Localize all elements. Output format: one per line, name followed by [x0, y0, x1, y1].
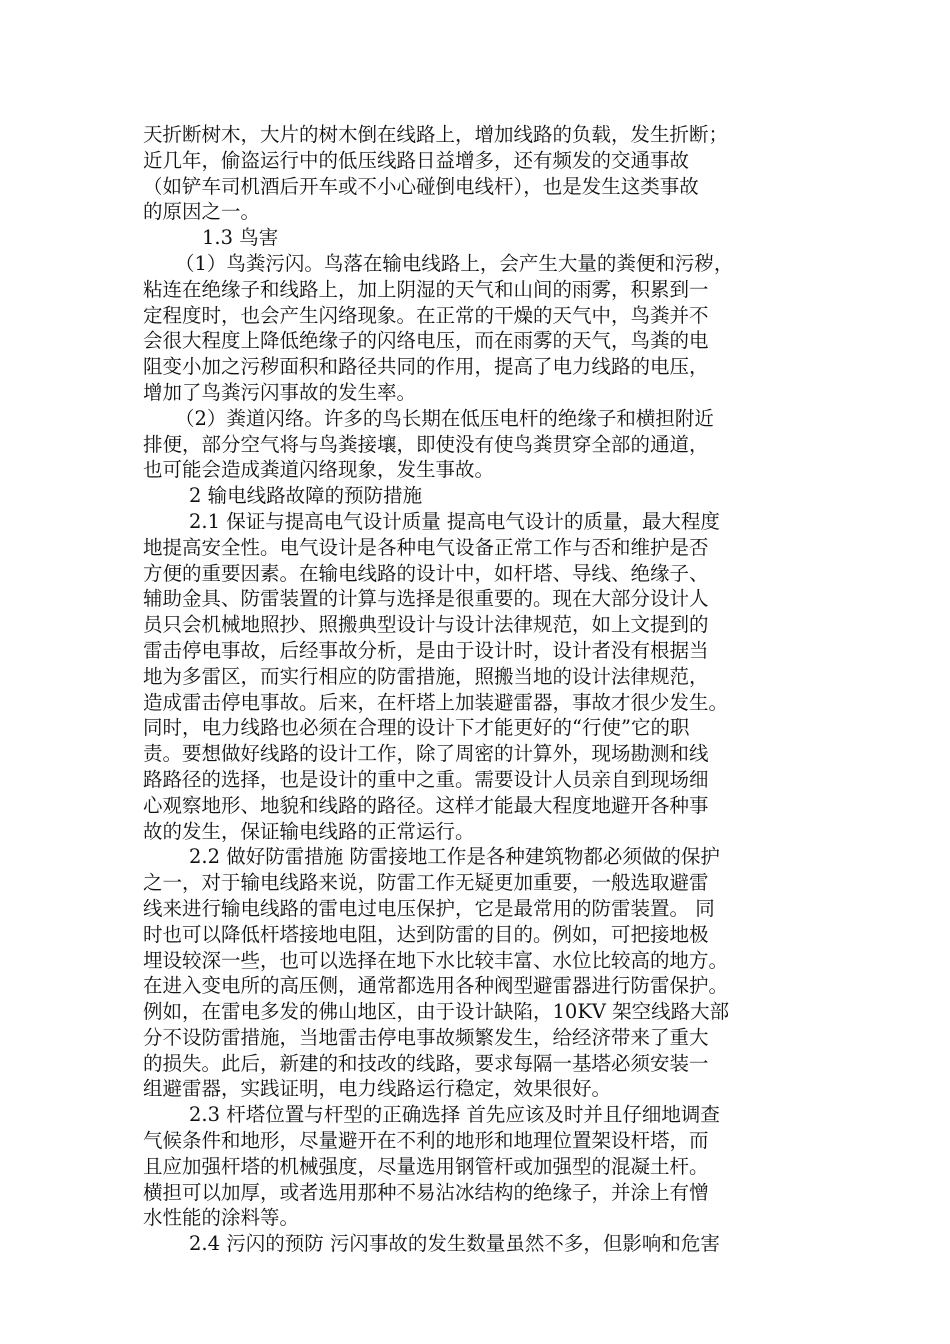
section-heading: 2 输电线路故障的预防措施	[189, 484, 423, 508]
paragraph-first-line: 2.4 污闪的预防 污闪事故的发生数量虽然不多，但影响和危害	[189, 1232, 720, 1256]
text-line: 地为多雷区，而实行相应的防雷措施，照搬当地的设计法律规范，	[143, 664, 709, 688]
text-line: 责。要想做好线路的设计工作，除了周密的计算外，现场勘测和线	[143, 742, 709, 766]
paragraph-first-line: （1）鸟粪污闪。鸟落在输电线路上，会产生大量的粪便和污秽，	[175, 251, 734, 275]
text-line: 的损失。此后，新建的和技改的线路，要求每隔一基塔必须安装一	[143, 1051, 709, 1075]
text-line: （如铲车司机酒后开车或不小心碰倒电线杆），也是发生这类事故	[143, 174, 699, 198]
text-line: 路路径的选择，也是设计的重中之重。需要设计人员亲自到现场细	[143, 767, 709, 791]
text-line: 阻变小加之污秽面积和路径共同的作用，提高了电力线路的电压，	[143, 355, 709, 379]
text-line: 且应加强杆塔的机械强度，尽量选用钢管杆或加强型的混凝土杆。	[143, 1154, 709, 1178]
text-line: 造成雷击停电事故。后来，在杆塔上加装避雷器，事故才很少发生。	[143, 690, 729, 714]
text-line: 方便的重要因素。在输电线路的设计中，如杆塔、导线、绝缘子、	[143, 561, 709, 585]
text-line: 线来进行输电线路的雷电过电压保护，它是最常用的防雷装置。 同	[143, 896, 715, 920]
text-line: 组避雷器，实践证明，电力线路运行稳定，效果很好。	[143, 1077, 612, 1101]
text-line: 增加了鸟粪污闪事故的发生率。	[143, 380, 417, 404]
text-line: 同时，电力线路也必须在合理的设计下才能更好的“行使”它的职	[143, 716, 690, 740]
text-line: 员只会机械地照抄、照搬典型设计与设计法律规范，如上文提到的	[143, 613, 709, 637]
text-line: 辅助金具、防雷装置的计算与选择是很重要的。现在大部分设计人	[143, 587, 709, 611]
document-page	[143, 122, 813, 1257]
text-line: 粘连在绝缘子和线路上，加上阴湿的天气和山间的雨雾，积累到一	[143, 277, 709, 301]
text-line: 排便，部分空气将与鸟粪接壤，即使没有使鸟粪贯穿全部的通道，	[143, 432, 709, 456]
text-line: 分不设防雷措施，当地雷击停电事故频繁发生，给经济带来了重大	[143, 1025, 709, 1049]
text-line: 之一，对于输电线路来说，防雷工作无疑更加重要，一般选取避雷	[143, 871, 709, 895]
text-line: 近几年，偷盗运行中的低压线路日益增多，还有频发的交通事故	[143, 148, 690, 172]
text-line: 在进入变电所的高压侧，通常都选用各种阀型避雷器进行防雷保护。	[143, 974, 729, 998]
text-line: 埋设较深一些，也可以选择在地下水比较丰富、水位比较高的地方。	[143, 948, 729, 972]
section-heading: 1.3 鸟害	[202, 226, 279, 250]
text-line: 心观察地形、地貌和线路的路径。这样才能最大程度地避开各种事	[143, 793, 709, 817]
text-line: 定程度时，也会产生闪络现象。在正常的干燥的天气中，鸟粪并不	[143, 303, 709, 327]
text-line: 地提高安全性。电气设计是各种电气设备正常工作与否和维护是否	[143, 535, 709, 559]
paragraph-first-line: 2.1 保证与提高电气设计质量 提高电气设计的质量，最大程度	[189, 509, 720, 533]
text-line: 的原因之一。	[143, 200, 261, 224]
paragraph-first-line: 2.3 杆塔位置与杆型的正确选择 首先应该及时并且仔细地调查	[189, 1103, 720, 1127]
text-line: 例如，在雷电多发的佛山地区，由于设计缺陷，10KV 架空线路大部	[143, 1000, 730, 1024]
text-line: 天折断树木，大片的树木倒在线路上，增加线路的负载，发生折断；	[143, 123, 729, 146]
paragraph-first-line: 2.2 做好防雷措施 防雷接地工作是各种建筑物都必须做的保护	[189, 845, 720, 869]
text-line: 气候条件和地形，尽量避开在不利的地形和地理位置架设杆塔，而	[143, 1129, 709, 1153]
text-line: 横担可以加厚，或者选用那种不易沾冰结构的绝缘子，并涂上有憎	[143, 1180, 709, 1204]
text-line: 会很大程度上降低绝缘子的闪络电压，而在雨雾的天气，鸟粪的电	[143, 329, 709, 353]
text-line: 水性能的涂料等。	[143, 1206, 300, 1230]
paragraph-first-line: （2）粪道闪络。许多的鸟长期在低压电杆的绝缘子和横担附近	[175, 406, 714, 430]
text-line: 雷击停电事故，后经事故分析，是由于设计时，设计者没有根据当	[143, 638, 709, 662]
text-line: 也可能会造成粪道闪络现象，发生事故。	[143, 458, 495, 482]
text-line: 故的发生，保证输电线路的正常运行。	[143, 819, 475, 843]
text-line: 时也可以降低杆塔接地电阻，达到防雷的目的。例如，可把接地极	[143, 922, 709, 946]
